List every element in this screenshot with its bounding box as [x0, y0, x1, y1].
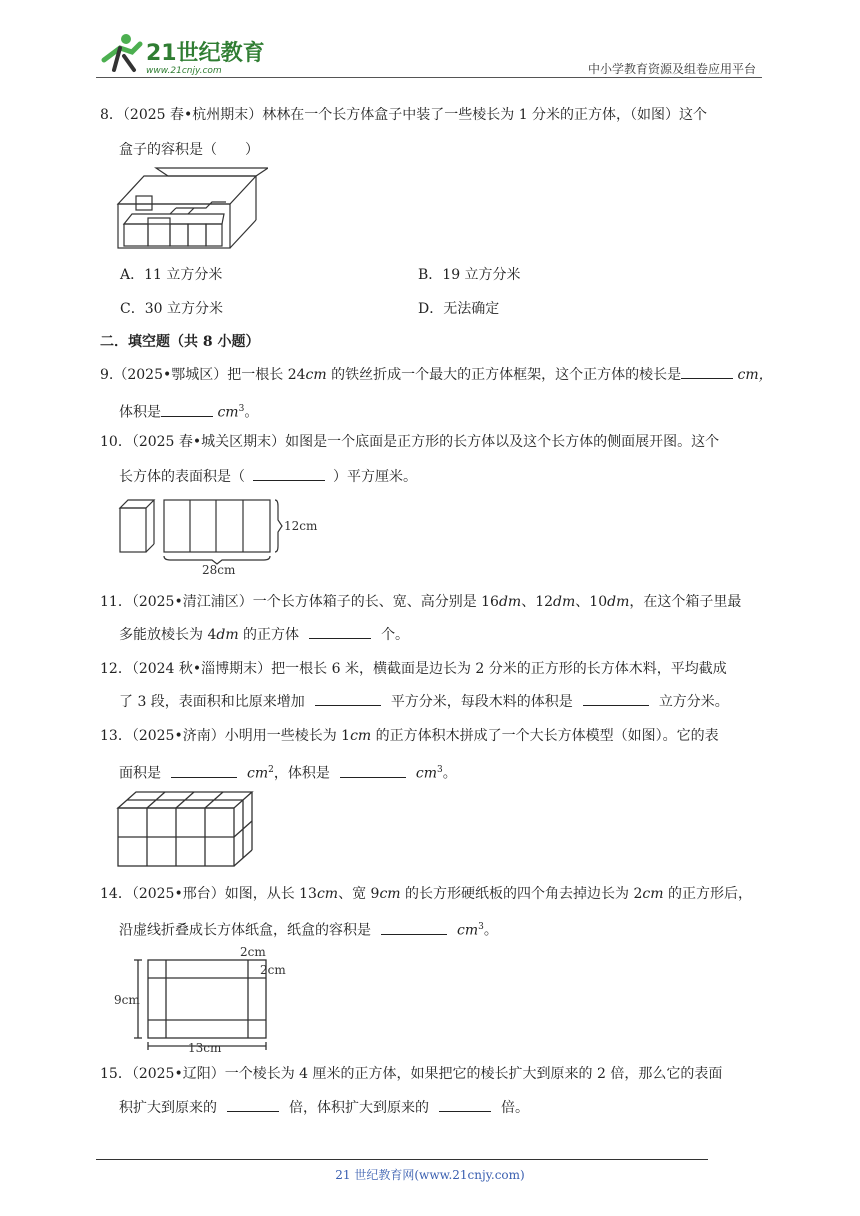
- q14-blank-volume[interactable]: [381, 922, 447, 935]
- q8-option-d[interactable]: D．无法确定: [418, 301, 500, 317]
- svg-text:2cm: 2cm: [240, 945, 266, 959]
- svg-text:13cm: 13cm: [188, 1041, 222, 1054]
- q9-blank-edge[interactable]: [681, 366, 733, 379]
- q10-line2: 长方体的表面积是（ ）平方厘米。: [119, 469, 417, 485]
- q8-line1: 8．（2025 春•杭州期末）林林在一个长方体盒子中装了一些棱长为 1 分米的正方体，（如图）这个: [100, 107, 708, 123]
- q9-line2: 体积是 $cm^3$。: [119, 404, 259, 421]
- q8-line2: 盒子的容积是（ ）: [119, 142, 259, 158]
- q12-blank-volume[interactable]: [583, 693, 649, 706]
- q14-line1: 14．（2025•邢台）如图，从长 13cm、宽 9cm 的长方形硬纸板的四个角去掉边长为 2cm 的正方形后，: [100, 886, 752, 902]
- q11-line1: 11．（2025•清江浦区）一个长方体箱子的长、宽、高分别是 16dm、12dm、10dm，在这个箱子里最: [100, 594, 742, 610]
- header-divider: [96, 77, 762, 78]
- q8-option-c[interactable]: C．30 立方分米: [120, 301, 223, 317]
- q8-option-a[interactable]: A．11 立方分米: [120, 267, 223, 283]
- svg-text:12cm: 12cm: [284, 519, 318, 533]
- q9-line1: 9.（2025•鄂城区）把一根长 24cm 的铁丝折成一个最大的正方体框架，这个正方体的棱长是 cm，: [100, 367, 773, 383]
- q12-line2: 了 3 段，表面积和比原来增加 平方分米，每段木料的体积是 立方分米。: [119, 694, 729, 710]
- q10-net-figure: [118, 496, 328, 576]
- svg-text:9cm: 9cm: [114, 993, 140, 1007]
- q13-blocks-figure: [116, 788, 256, 868]
- q11-line2: 多能放棱长为 4dm 的正方体 个。: [119, 627, 410, 643]
- q14-line2: 沿虚线折叠成长方体纸盒，纸盒的容积是 $cm^3$。: [119, 922, 498, 939]
- q11-blank-count[interactable]: [309, 626, 371, 639]
- runner-icon: [104, 34, 140, 70]
- q10-blank-area[interactable]: [253, 468, 325, 481]
- q15-line1: 15．（2025•辽阳）一个棱长为 4 厘米的正方体，如果把它的棱长扩大到原来的 2 倍，那么它的表面: [100, 1066, 723, 1082]
- q12-blank-area[interactable]: [315, 693, 381, 706]
- q15-blank-volume[interactable]: [439, 1099, 491, 1112]
- q13-line2: 面积是 $cm^2$，体积是 $cm^3$。: [119, 765, 457, 782]
- q12-line1: 12．（2024 秋•淄博期末）把一根长 6 米，横截面是边长为 2 分米的正方形的长方体木料，平均截成: [100, 661, 727, 677]
- section-title-fill-blank: 二．填空题（共 8 小题）: [100, 334, 260, 350]
- platform-name: 中小学教育资源及组卷应用平台: [587, 62, 756, 76]
- footer-divider: [96, 1159, 708, 1160]
- q8-box-figure: [116, 166, 268, 252]
- q9-blank-volume[interactable]: [161, 404, 213, 417]
- svg-text:21世纪教育: 21世纪教育: [146, 41, 265, 66]
- q15-blank-area[interactable]: [227, 1099, 279, 1112]
- svg-text:2cm: 2cm: [260, 963, 286, 977]
- q8-option-b[interactable]: B．19 立方分米: [418, 267, 521, 283]
- svg-text:www.21cnjy.com: www.21cnjy.com: [146, 66, 222, 76]
- q15-line2: 积扩大到原来的 倍，体积扩大到原来的 倍。: [119, 1100, 529, 1116]
- q13-blank-area[interactable]: [171, 765, 237, 778]
- q13-blank-volume[interactable]: [340, 765, 406, 778]
- footer-link[interactable]: 21 世纪教育网(www.21cnjy.com): [335, 1168, 525, 1182]
- svg-text:28cm: 28cm: [202, 563, 236, 576]
- site-logo: [96, 30, 266, 78]
- q10-line1: 10．（2025 春•城关区期末）如图是一个底面是正方形的长方体以及这个长方体的侧面展开图。这个: [100, 434, 720, 450]
- q14-cardboard-figure: [114, 942, 294, 1054]
- q13-line1: 13．（2025•济南）小明用一些棱长为 1cm 的正方体积木拼成了一个大长方体模型（如图）。它的表: [100, 728, 719, 744]
